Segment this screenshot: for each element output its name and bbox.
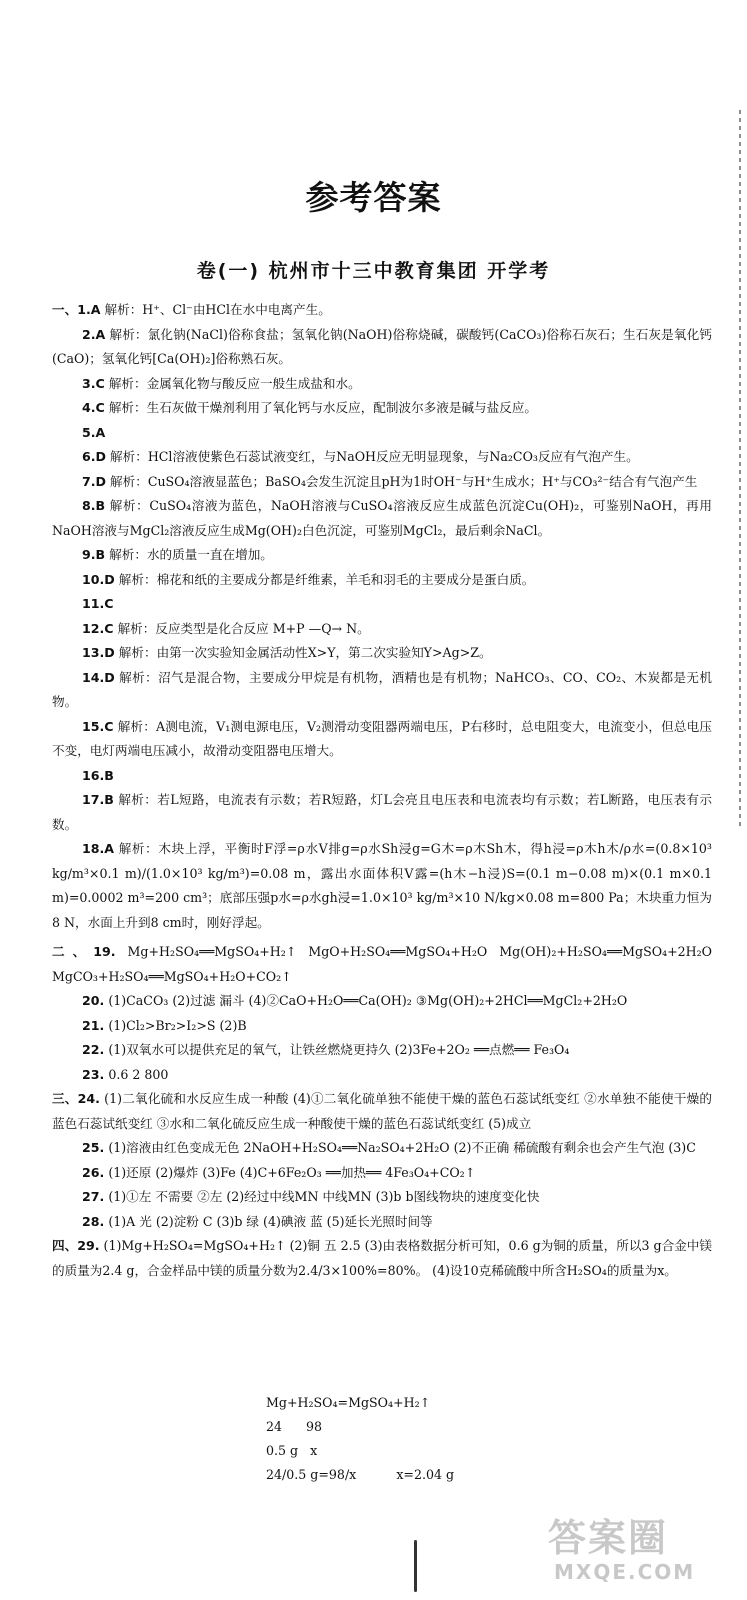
work-line: 0.5 g x bbox=[266, 1443, 318, 1458]
answer-text: 解析：氯化钠(NaCl)俗称食盐；氢氧化钠(NaOH)俗称烧碱，碳酸钙(CaCO₃)俗称石灰石；生石灰是氧化钙(CaO)；氢氧化钙[Ca(OH)₂]俗称熟石灰。 bbox=[52, 326, 712, 366]
answer-label: 3.C bbox=[82, 375, 105, 391]
answer-text: Mg+H₂SO₄══MgSO₄+H₂↑ MgO+H₂SO₄══MgSO₄+H₂O Mg(OH)₂+H₂SO₄══MgSO₄+2H₂O MgCO₃+H₂SO₄══MgSO₄+H₂O+CO₂↑ bbox=[52, 944, 713, 984]
watermark-logo bbox=[548, 1516, 695, 1584]
answer-item bbox=[52, 421, 712, 446]
answer-item bbox=[52, 494, 712, 543]
answer-label: 28. bbox=[82, 1213, 105, 1229]
answer-label: 15.C bbox=[82, 718, 114, 734]
answer-label: 13.D bbox=[82, 645, 115, 660]
answer-text: 解析：生石灰做干燥剂利用了氧化钙与水反应，配制波尔多液是碱与盐反应。 bbox=[108, 400, 537, 415]
answer-label: 一、1.A bbox=[52, 302, 101, 317]
answer-text: 解析：CuSO₄溶液为蓝色，NaOH溶液与CuSO₄溶液反应生成蓝色沉淀Cu(OH)₂，可鉴别NaOH，再用NaOH溶液与MgCl₂溶液反应生成Mg(OH)₂白色沉淀，可鉴别MgCl₂，最后剩余NaCl。 bbox=[52, 498, 712, 538]
answer-text: 解析：反应类型是化合反应 M+P —Q→ N。 bbox=[117, 620, 370, 636]
answer-text: 解析：CuSO₄溶液显蓝色；BaSO₄会发生沉淀且pH为1时OH⁻与H⁺生成水；H⁺与CO₃²⁻结合有气泡产生 bbox=[110, 473, 698, 489]
answer-item bbox=[52, 764, 712, 789]
answer-label: 2.A bbox=[82, 326, 106, 342]
answer-item bbox=[52, 989, 712, 1014]
answer-label: 四、29. bbox=[52, 1238, 100, 1253]
answer-item bbox=[52, 1210, 712, 1235]
answer-text: 解析：若L短路，电流表有示数；若R短路，灯L会亮且电压表和电流表均有示数；若L断路，电压表有示数。 bbox=[52, 792, 712, 832]
answer-label: 22. bbox=[82, 1042, 105, 1057]
answer-label: 12.C bbox=[82, 620, 114, 636]
answer-label: 9.B bbox=[82, 547, 106, 562]
answer-label: 21. bbox=[82, 1017, 105, 1033]
watermark-text: 答案圈 bbox=[548, 1516, 669, 1560]
answer-label: 26. bbox=[82, 1164, 105, 1180]
answer-item bbox=[52, 1063, 712, 1088]
answer-item bbox=[52, 666, 712, 715]
answer-item bbox=[52, 372, 712, 397]
calculation-work bbox=[266, 1391, 454, 1487]
answer-label: 11.C bbox=[82, 596, 114, 611]
pen-mark bbox=[414, 1540, 417, 1592]
work-line: 24 98 bbox=[266, 1419, 323, 1434]
answer-label: 14.D bbox=[82, 669, 115, 685]
answer-item bbox=[52, 470, 712, 495]
answer-item bbox=[52, 1234, 712, 1283]
answer-item bbox=[52, 568, 712, 593]
answer-label: 18.A bbox=[82, 841, 115, 856]
answer-item bbox=[52, 1087, 712, 1136]
answer-text: 解析：A测电流，V₁测电源电压，V₂测滑动变阻器两端电压，P右移时，总电阻变大，电流变小，但总电压不变，电灯两端电压减小，故滑动变阻器电压增大。 bbox=[52, 718, 712, 758]
answer-label: 6.D bbox=[82, 449, 107, 464]
answer-text: (1)A 光 (2)淀粉 C (3)b 绿 (4)碘液 蓝 (5)延长光照时间等 bbox=[108, 1213, 433, 1229]
work-line: 24/0.5 g=98/x x=2.04 g bbox=[266, 1467, 455, 1482]
answer-text: 解析：由第一次实验知金属活动性X>Y，第二次实验知Y>Ag>Z。 bbox=[118, 645, 492, 660]
answer-item bbox=[52, 1014, 712, 1039]
answer-list bbox=[52, 298, 712, 1283]
answer-text: 解析：金属氧化物与酸反应一般生成盐和水。 bbox=[108, 375, 361, 391]
answer-text: 解析：木块上浮，平衡时F浮=ρ水V排g=ρ水Sh浸g=G木=ρ木Sh木，得h浸=ρ木h木/ρ水=(0.8×10³ kg/m³×0.1 m)/(1.0×10³ kg/m³)=0.08 m，露出水面体积V露=(h木−h浸)S=(0.1 m−0.08 m)×(0.1 m×0.1 m)=0.0002 m³=200 cm³；底部压强p水=ρ水gh浸=1.0×10³ kg/m³×10 N/kg×0.08 m=800 Pa；木块重力恒为8 N，水面上升到8 cm时，刚好浮起。 bbox=[52, 841, 712, 930]
answer-item bbox=[52, 592, 712, 617]
answer-item bbox=[52, 396, 712, 421]
answer-label: 7.D bbox=[82, 473, 107, 489]
work-line: Mg+H₂SO₄=MgSO₄+H₂↑ bbox=[266, 1395, 431, 1410]
answer-text: (1)还原 (2)爆炸 (3)Fe (4)C+6Fe₂O₃ ══加热══ 4Fe₃O₄+CO₂↑ bbox=[108, 1164, 476, 1180]
answer-text: (1)双氧水可以提供充足的氧气，让铁丝燃烧更持久 (2)3Fe+2O₂ ══点燃══ Fe₃O₄ bbox=[108, 1042, 570, 1057]
answer-item bbox=[52, 837, 712, 935]
section-title: 卷(一) 杭州市十三中教育集团 开学考 bbox=[196, 260, 551, 282]
answer-item bbox=[52, 1136, 712, 1161]
answer-text: 解析：H⁺、Cl⁻由HCl在水中电离产生。 bbox=[104, 302, 331, 317]
answer-label: 27. bbox=[82, 1189, 105, 1204]
answer-text: (1)Mg+H₂SO₄=MgSO₄+H₂↑ (2)铜 五 2.5 (3)由表格数据分析可知，0.6 g为铜的质量，所以3 g合金中镁的质量为2.4 g，合金样品中镁的质量分数为2.4/3×100%=80%。 (4)设10克稀硫酸中所含H₂SO₄的质量为x。 bbox=[52, 1238, 712, 1278]
answer-label: 10.D bbox=[82, 571, 115, 587]
answer-label: 17.B bbox=[82, 792, 114, 807]
answer-item bbox=[52, 788, 712, 837]
answer-label: 25. bbox=[82, 1140, 105, 1155]
answer-label: 4.C bbox=[82, 400, 105, 415]
answer-text: 解析：棉花和纸的主要成分都是纤维素，羊毛和羽毛的主要成分是蛋白质。 bbox=[118, 571, 535, 587]
answer-text: 解析：沼气是混合物，主要成分甲烷是有机物，酒精也是有机物；NaHCO₃、CO、CO₂、木炭都是无机物。 bbox=[52, 669, 712, 709]
answer-text: 解析：水的质量一直在增加。 bbox=[109, 547, 273, 562]
answer-label: 23. bbox=[82, 1066, 105, 1082]
answer-item bbox=[52, 617, 712, 642]
answer-item bbox=[52, 1038, 712, 1063]
answer-text: (1)二氧化硫和水反应生成一种酸 (4)①二氧化硫单独不能使干燥的蓝色石蕊试纸变红 ②水单独不能使干燥的蓝色石蕊试纸变红 ③水和二氧化硫反应生成一种酸使干燥的蓝色石蕊试纸变红 (5)成立 bbox=[52, 1091, 712, 1131]
answer-label: 三、24. bbox=[52, 1091, 100, 1106]
answer-item bbox=[52, 323, 712, 372]
answer-label: 20. bbox=[82, 993, 105, 1008]
answer-item bbox=[52, 715, 712, 764]
answer-item bbox=[52, 543, 712, 568]
answer-item bbox=[52, 445, 712, 470]
answer-text: 解析：HCl溶液使紫色石蕊试液变红，与NaOH反应无明显现象，与Na₂CO₃反应有气泡产生。 bbox=[110, 449, 639, 464]
answer-item bbox=[52, 1185, 712, 1210]
answer-item bbox=[52, 298, 712, 323]
answer-text: 0.6 2 800 bbox=[108, 1066, 169, 1082]
answer-item bbox=[52, 641, 712, 666]
answer-item bbox=[52, 940, 712, 989]
watermark-url: MXQE.COM bbox=[554, 1560, 696, 1584]
answer-text: (1)CaCO₃ (2)过滤 漏斗 (4)②CaO+H₂O══Ca(OH)₂ ③Mg(OH)₂+2HCl══MgCl₂+2H₂O bbox=[108, 993, 628, 1008]
answer-item bbox=[52, 1161, 712, 1186]
answer-text: (1)①左 不需要 ②左 (2)经过中线MN 中线MN (3)b b图线物块的速度变化快 bbox=[108, 1189, 540, 1204]
answer-label: 8.B bbox=[82, 498, 106, 513]
answer-label: 二、19. bbox=[52, 944, 116, 959]
page-title: 参考答案 bbox=[305, 178, 442, 217]
answer-label: 16.B bbox=[82, 767, 114, 783]
answer-text: (1)Cl₂>Br₂>I₂>S (2)B bbox=[108, 1017, 247, 1033]
answer-label: 5.A bbox=[82, 424, 106, 440]
answer-text: (1)溶液由红色变成无色 2NaOH+H₂SO₄══Na₂SO₄+2H₂O (2)不正确 稀硫酸有剩余也会产生气泡 (3)C bbox=[108, 1140, 696, 1155]
